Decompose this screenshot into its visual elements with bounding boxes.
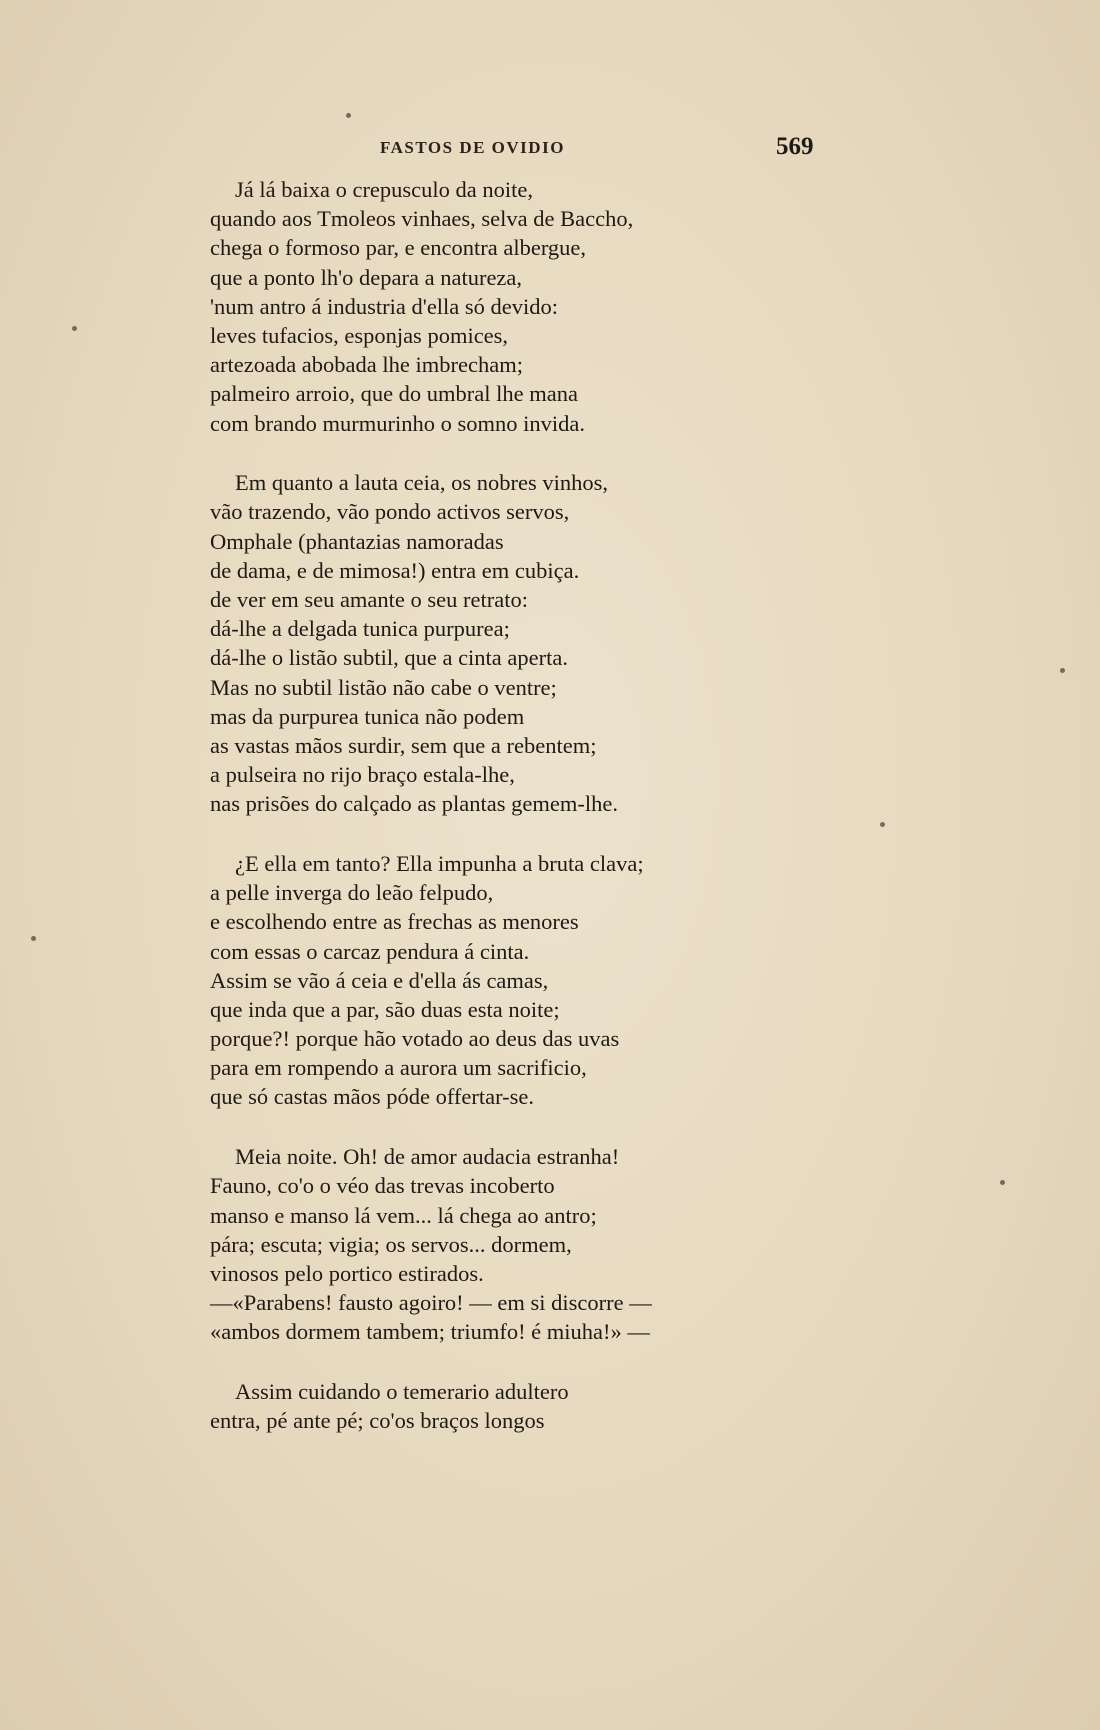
verse-line: Assim se vão á ceia e d'ella ás camas, xyxy=(210,967,549,993)
page-number: 569 xyxy=(776,133,814,160)
verse-line: ¿E ella em tanto? Ella impunha a bruta clava; xyxy=(235,850,644,876)
verse-line: as vastas mãos surdir, sem que a rebentem; xyxy=(210,732,597,758)
verse-line: para em rompendo a aurora um sacrificio, xyxy=(210,1055,587,1081)
stanza xyxy=(210,849,730,1112)
page-header xyxy=(0,133,1100,166)
verse-line: Assim cuidando o temerario adultero xyxy=(235,1378,569,1404)
verse-line: Em quanto a lauta ceia, os nobres vinhos, xyxy=(235,470,609,496)
verse-line: nas prisões do calçado as plantas gemem-lhe. xyxy=(210,791,618,817)
verse-line: entra, pé ante pé; co'os braços longos xyxy=(210,1408,545,1434)
verse-line: —«Parabens! fausto agoiro! — em si discorre — xyxy=(210,1290,652,1316)
verse-line: «ambos dormem tambem; triumfo! é miuha!» — xyxy=(210,1319,650,1345)
verse-line: Mas no subtil listão não cabe o ventre; xyxy=(210,674,557,700)
verse-line: quando aos Tmoleos vinhaes, selva de Baccho, xyxy=(210,206,634,232)
stanza xyxy=(210,468,730,818)
verse-line: que só castas mãos póde offertar-se. xyxy=(210,1084,535,1110)
verse-line: com brando murmurinho o somno invida. xyxy=(210,410,585,436)
verse-line: Omphale (phantazias namoradas xyxy=(210,528,504,554)
verse-line: leves tufacios, esponjas pomices, xyxy=(210,322,509,348)
paper-speck xyxy=(72,326,77,331)
verse-line: artezoada abobada lhe imbrecham; xyxy=(210,352,523,378)
verse-line: pára; escuta; vigia; os servos... dormem, xyxy=(210,1231,572,1257)
verse-line: vão trazendo, vão pondo activos servos, xyxy=(210,499,570,525)
verse-line: dá-lhe a delgada tunica purpurea; xyxy=(210,616,510,642)
verse-line: chega o formoso par, e encontra albergue, xyxy=(210,235,587,261)
stanza xyxy=(210,1142,730,1346)
poem-body xyxy=(210,175,730,1466)
paper-speck xyxy=(1060,668,1065,673)
verse-line: a pulseira no rijo braço estala-lhe, xyxy=(210,762,515,788)
paper-speck xyxy=(880,822,885,827)
stanza xyxy=(210,175,730,438)
paper-speck xyxy=(31,936,36,941)
verse-line: palmeiro arroio, que do umbral lhe mana xyxy=(210,381,578,407)
verse-line: e escolhendo entre as frechas as menores xyxy=(210,909,579,935)
verse-line: dá-lhe o listão subtil, que a cinta aperta. xyxy=(210,645,569,671)
running-title: FASTOS DE OVIDIO xyxy=(380,138,565,157)
verse-line: de ver em seu amante o seu retrato: xyxy=(210,586,528,612)
stanza xyxy=(210,1377,730,1435)
verse-line: com essas o carcaz pendura á cinta. xyxy=(210,938,530,964)
verse-line: porque?! porque hão votado ao deus das uvas xyxy=(210,1026,620,1052)
verse-line: de dama, e de mimosa!) entra em cubiça. xyxy=(210,557,580,583)
verse-line: Já lá baixa o crepusculo da noite, xyxy=(235,177,534,202)
verse-line: 'num antro á industria d'ella só devido: xyxy=(210,293,559,319)
verse-line: vinosos pelo portico estirados. xyxy=(210,1260,484,1286)
verse-line: mas da purpurea tunica não podem xyxy=(210,703,525,729)
verse-line: Fauno, co'o o véo das trevas incoberto xyxy=(210,1173,555,1199)
paper-speck xyxy=(1000,1180,1005,1185)
verse-line: Meia noite. Oh! de amor audacia estranha! xyxy=(235,1144,620,1170)
verse-line: que a ponto lh'o depara a natureza, xyxy=(210,264,523,290)
paper-speck xyxy=(346,113,351,118)
verse-line: que inda que a par, são duas esta noite; xyxy=(210,996,560,1022)
verse-line: a pelle inverga do leão felpudo, xyxy=(210,880,494,906)
verse-line: manso e manso lá vem... lá chega ao antro; xyxy=(210,1202,597,1228)
